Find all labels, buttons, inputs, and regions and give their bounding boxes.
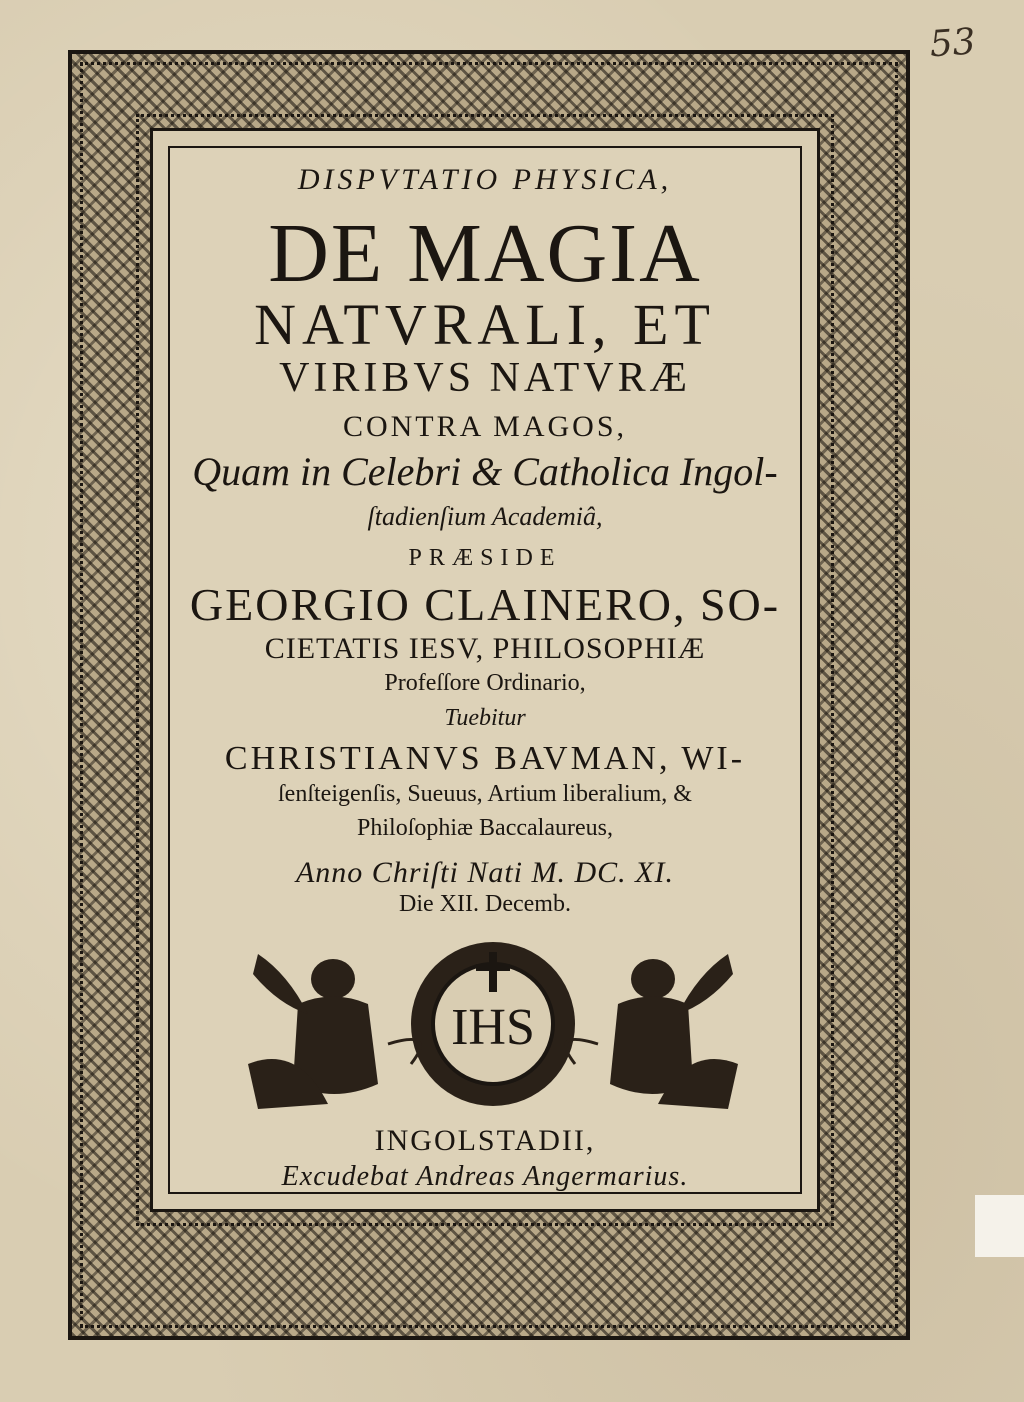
president-name-line-2: CIETATIS IESV, PHILOSOPHIÆ <box>264 632 706 665</box>
date-day-line: Die XII. Decemb. <box>399 891 571 917</box>
imprint-place: INGOLSTADII, <box>374 1124 596 1157</box>
imprint-printer: Excudebat Andreas Angermarius. <box>281 1161 689 1192</box>
jesuit-emblem-woodcut <box>238 934 748 1114</box>
title-line-4: VIRIBVS NATVRÆ <box>279 355 691 401</box>
left-angel-icon <box>248 954 378 1109</box>
respondent-name-line-2: ſenſteigenſis, Sueuus, Artium liberalium, & <box>278 781 692 807</box>
president-name-line-1: GEORGIO CLAINERO, SO- <box>189 579 781 630</box>
title-line-2: DE MAGIA <box>268 207 702 300</box>
right-angel-icon <box>610 954 738 1109</box>
date-year-line: Anno Chriſti Nati M. DC. XI. <box>295 856 674 889</box>
title-line-5: CONTRA MAGOS, <box>342 410 628 443</box>
ihs-sunburst-icon <box>411 942 575 1106</box>
folio-number: 53 <box>928 21 977 66</box>
respondent-degree: Philoſophiæ Baccalaureus, <box>357 815 613 841</box>
president-title: Profeſſore Ordinario, <box>384 670 586 696</box>
tuebitur-label: Tuebitur <box>444 705 526 731</box>
paper-slip <box>975 1195 1024 1257</box>
respondent-name-line-1: CHRISTIANVS BAVMAN, WI- <box>224 740 746 777</box>
title-line-7: ſtadienſium Academiâ, <box>367 502 603 531</box>
ihs-monogram: IHS <box>451 999 535 1056</box>
title-line-1: DISPVTATIO PHYSICA, <box>297 163 673 196</box>
praeside-label: PRÆSIDE <box>408 545 562 571</box>
title-line-3: NATVRALI, ET <box>254 292 716 357</box>
title-line-6: Quam in Celebri & Catholica Ingol- <box>192 449 778 494</box>
